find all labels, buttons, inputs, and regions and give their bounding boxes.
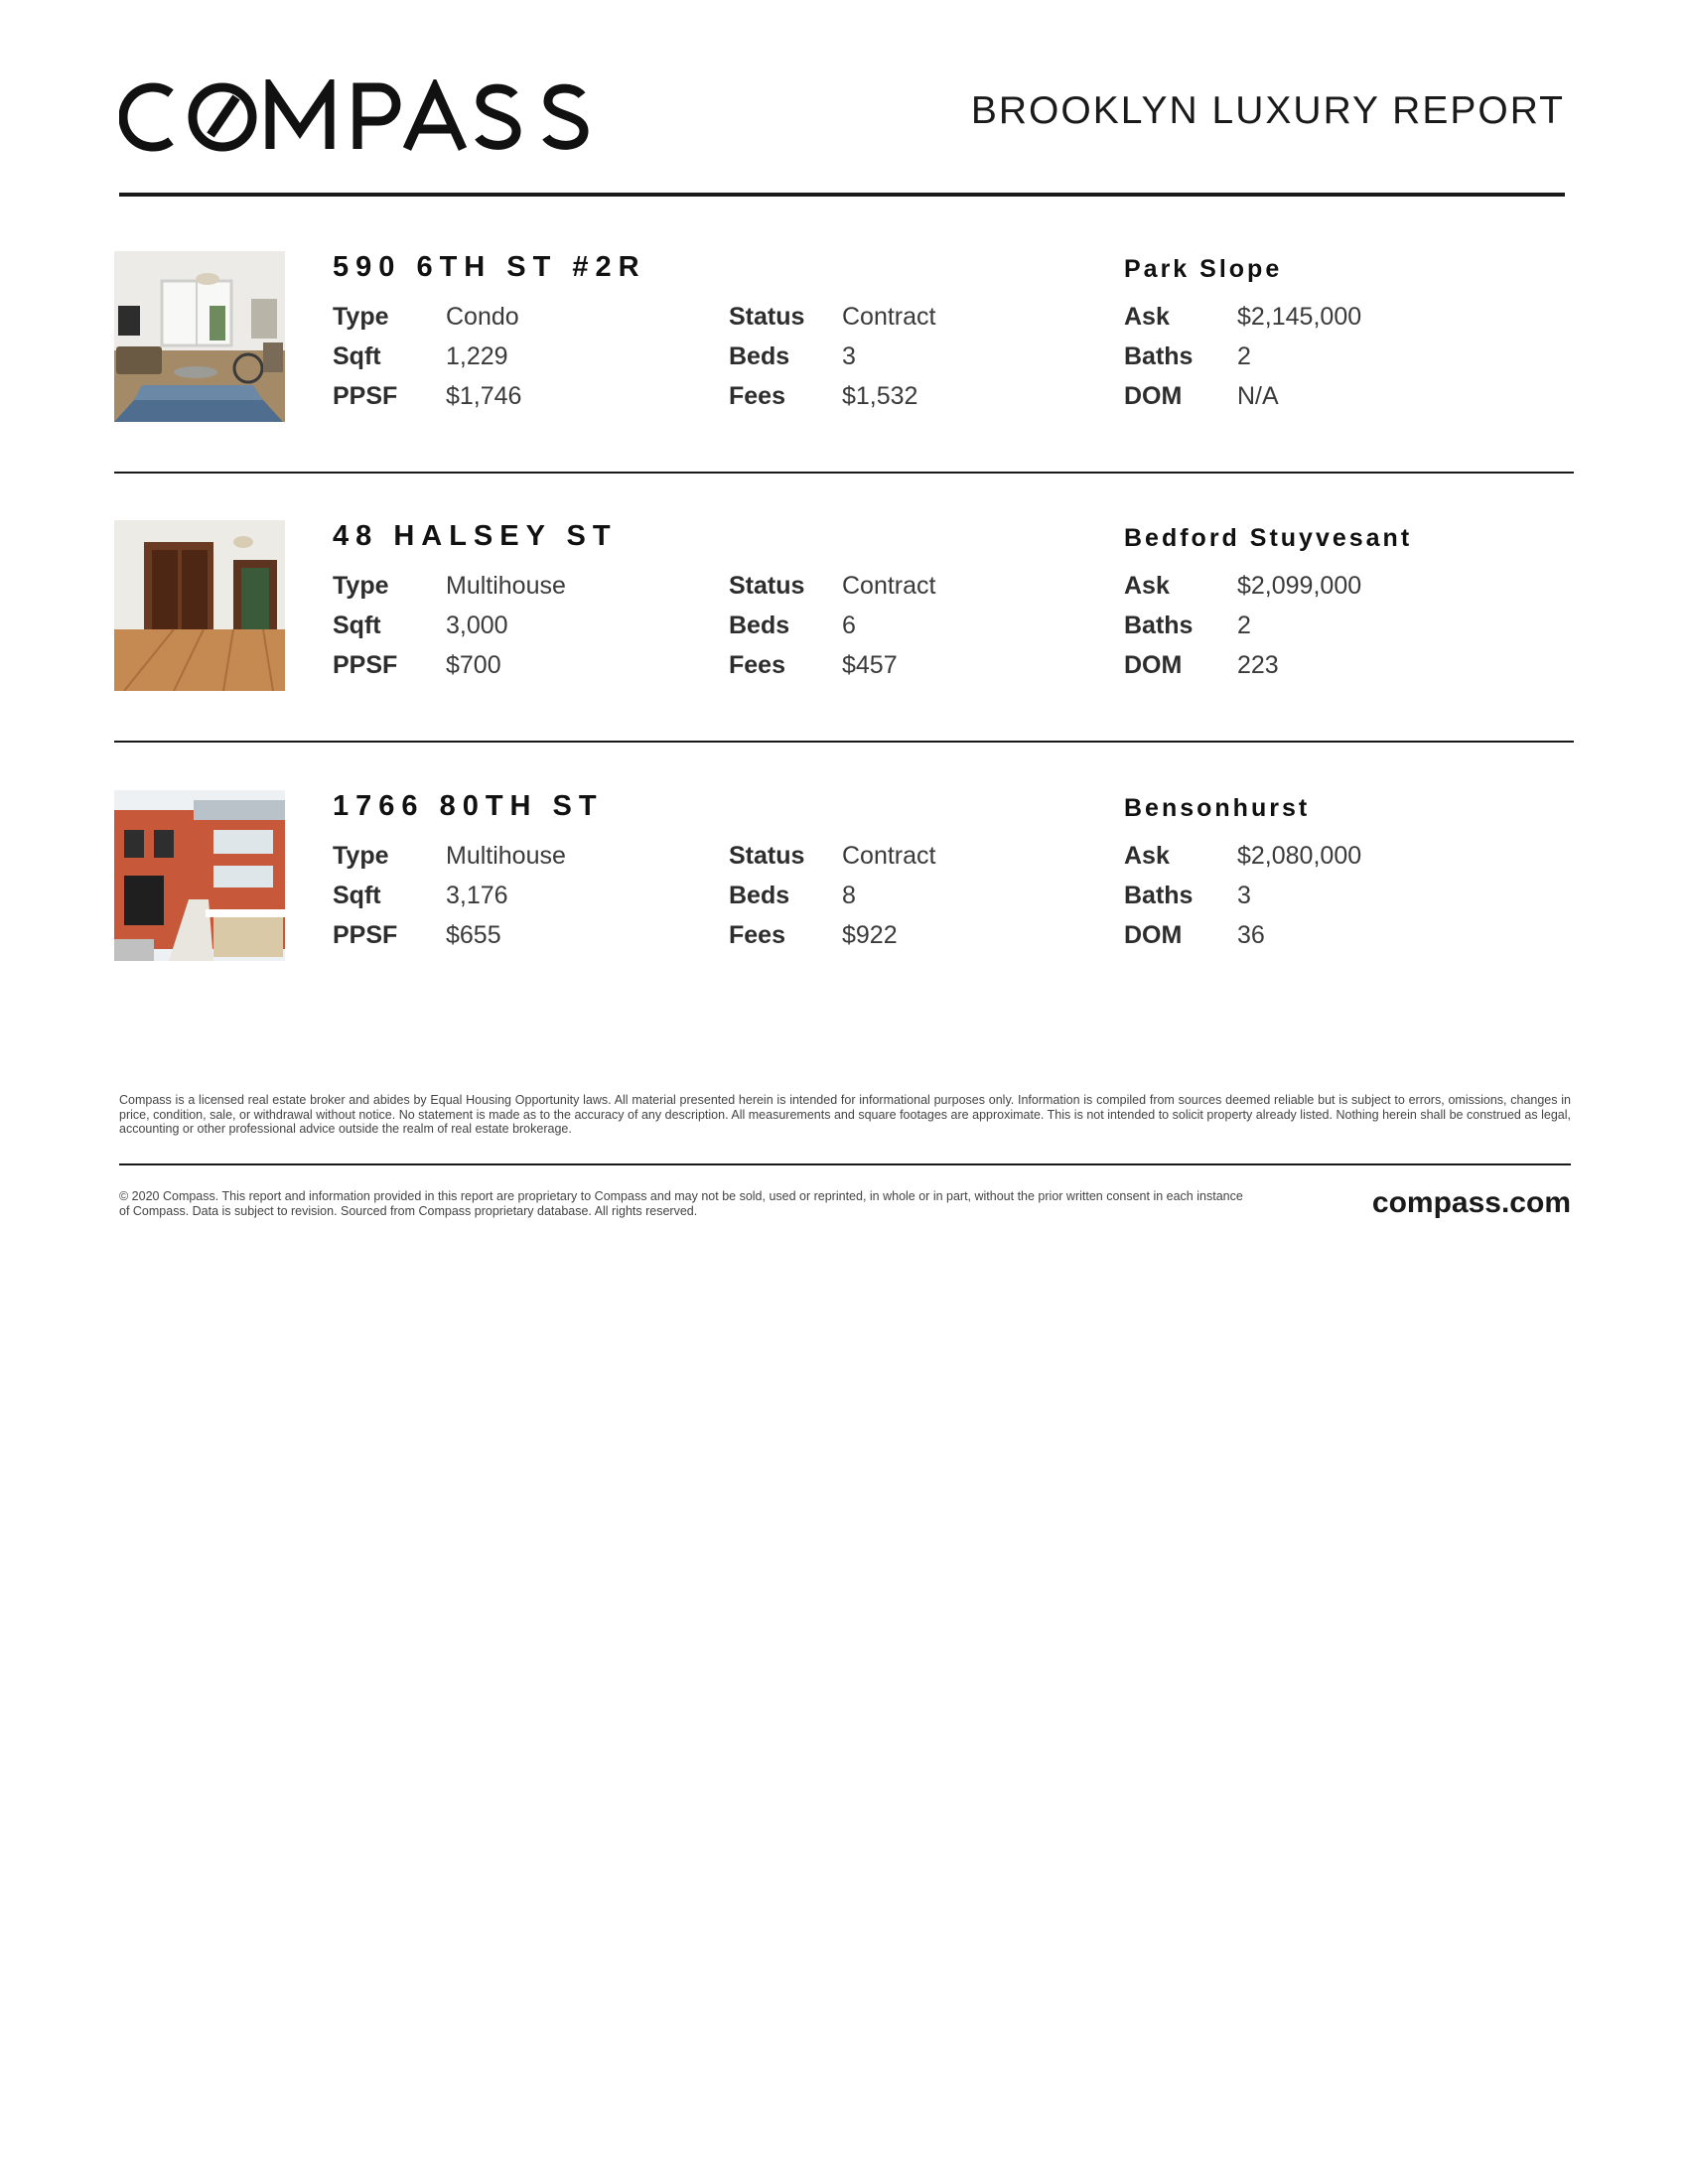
field-value: Multihouse — [446, 842, 566, 870]
header-divider — [119, 193, 1565, 197]
field-value: Contract — [842, 572, 936, 600]
field-label: Sqft — [333, 612, 381, 639]
field-label: DOM — [1124, 921, 1183, 949]
listing-divider — [114, 741, 1574, 743]
field-value: Condo — [446, 303, 519, 331]
field-value: 1,229 — [446, 342, 508, 370]
brick-house-exterior-photo[interactable] — [114, 790, 285, 961]
field-label: Beds — [729, 882, 790, 909]
field-label: Ask — [1124, 303, 1170, 331]
listing-card — [114, 790, 1574, 961]
field-value: $1,532 — [842, 382, 918, 410]
field-value: 6 — [842, 612, 856, 639]
listing-address: 48 HALSEY ST — [333, 520, 618, 552]
field-label: Ask — [1124, 572, 1170, 600]
field-label: Sqft — [333, 342, 381, 370]
field-label: Fees — [729, 921, 785, 949]
field-value: 2 — [1237, 342, 1251, 370]
field-label: Beds — [729, 612, 790, 639]
field-label: Fees — [729, 382, 785, 410]
field-value: 8 — [842, 882, 856, 909]
copyright-notice: © 2020 Compass. This report and information provided in this report are proprietary to Compass and may not be sold, used or reprinted, in whole or in part, without the prior written consent in each instance of Compass. Data is subject to revision. Sourced from Compass proprietary database. All rights reserved. — [119, 1189, 1243, 1218]
field-label: PPSF — [333, 921, 398, 949]
wood-interior-photo[interactable] — [114, 520, 285, 691]
field-label: Status — [729, 842, 805, 870]
field-label: DOM — [1124, 651, 1183, 679]
report-title: BROOKLYN LUXURY REPORT — [970, 89, 1565, 132]
field-value: 3,000 — [446, 612, 508, 639]
field-label: Baths — [1124, 342, 1194, 370]
listing-divider — [114, 472, 1574, 474]
field-label: Baths — [1124, 612, 1194, 639]
report-header — [119, 79, 1565, 159]
field-value: $1,746 — [446, 382, 522, 410]
field-label: Type — [333, 572, 389, 600]
field-label: PPSF — [333, 382, 398, 410]
field-value: $700 — [446, 651, 501, 679]
field-label: Fees — [729, 651, 785, 679]
legal-disclaimer: Compass is a licensed real estate broker and abides by Equal Housing Opportunity laws. All material presented herein is intended for informational purposes only. Information is compiled from sources deemed reliable but is subject to errors, omissions, changes in price, condition, sale, or withdrawal without notice. No statement is made as to the accuracy of any description. All measurements and square footages are approximate. This is not intended to solicit property already listed. Nothing herein shall be construed as legal, accounting or other professional advice outside the realm of real estate brokerage. — [119, 1093, 1571, 1136]
field-label: Type — [333, 303, 389, 331]
compass-logo — [119, 79, 616, 155]
field-label: Ask — [1124, 842, 1170, 870]
listing-address: 590 6TH ST #2R — [333, 251, 646, 283]
listing-neighborhood: Park Slope — [1124, 255, 1283, 283]
field-value: $655 — [446, 921, 501, 949]
footer-divider — [119, 1163, 1571, 1165]
field-value: $2,099,000 — [1237, 572, 1362, 600]
field-value: 3,176 — [446, 882, 508, 909]
website-link[interactable]: compass.com — [1371, 1186, 1571, 1219]
field-label: Status — [729, 303, 805, 331]
field-label: PPSF — [333, 651, 398, 679]
field-value: $457 — [842, 651, 898, 679]
listing-neighborhood: Bensonhurst — [1124, 794, 1311, 822]
field-value: $2,080,000 — [1237, 842, 1362, 870]
listing-card — [114, 251, 1574, 422]
field-value: 36 — [1237, 921, 1265, 949]
field-label: Type — [333, 842, 389, 870]
field-value: Multihouse — [446, 572, 566, 600]
field-value: 223 — [1237, 651, 1279, 679]
field-value: 3 — [842, 342, 856, 370]
field-value: Contract — [842, 303, 936, 331]
field-label: DOM — [1124, 382, 1183, 410]
field-value: N/A — [1237, 382, 1279, 410]
listing-neighborhood: Bedford Stuyvesant — [1124, 524, 1413, 552]
field-value: Contract — [842, 842, 936, 870]
field-value: $922 — [842, 921, 898, 949]
field-label: Sqft — [333, 882, 381, 909]
listing-card — [114, 520, 1574, 691]
field-value: 2 — [1237, 612, 1251, 639]
living-room-photo[interactable] — [114, 251, 285, 422]
field-value: $2,145,000 — [1237, 303, 1362, 331]
field-label: Baths — [1124, 882, 1194, 909]
field-value: 3 — [1237, 882, 1251, 909]
listing-address: 1766 80TH ST — [333, 790, 604, 822]
field-label: Beds — [729, 342, 790, 370]
field-label: Status — [729, 572, 805, 600]
